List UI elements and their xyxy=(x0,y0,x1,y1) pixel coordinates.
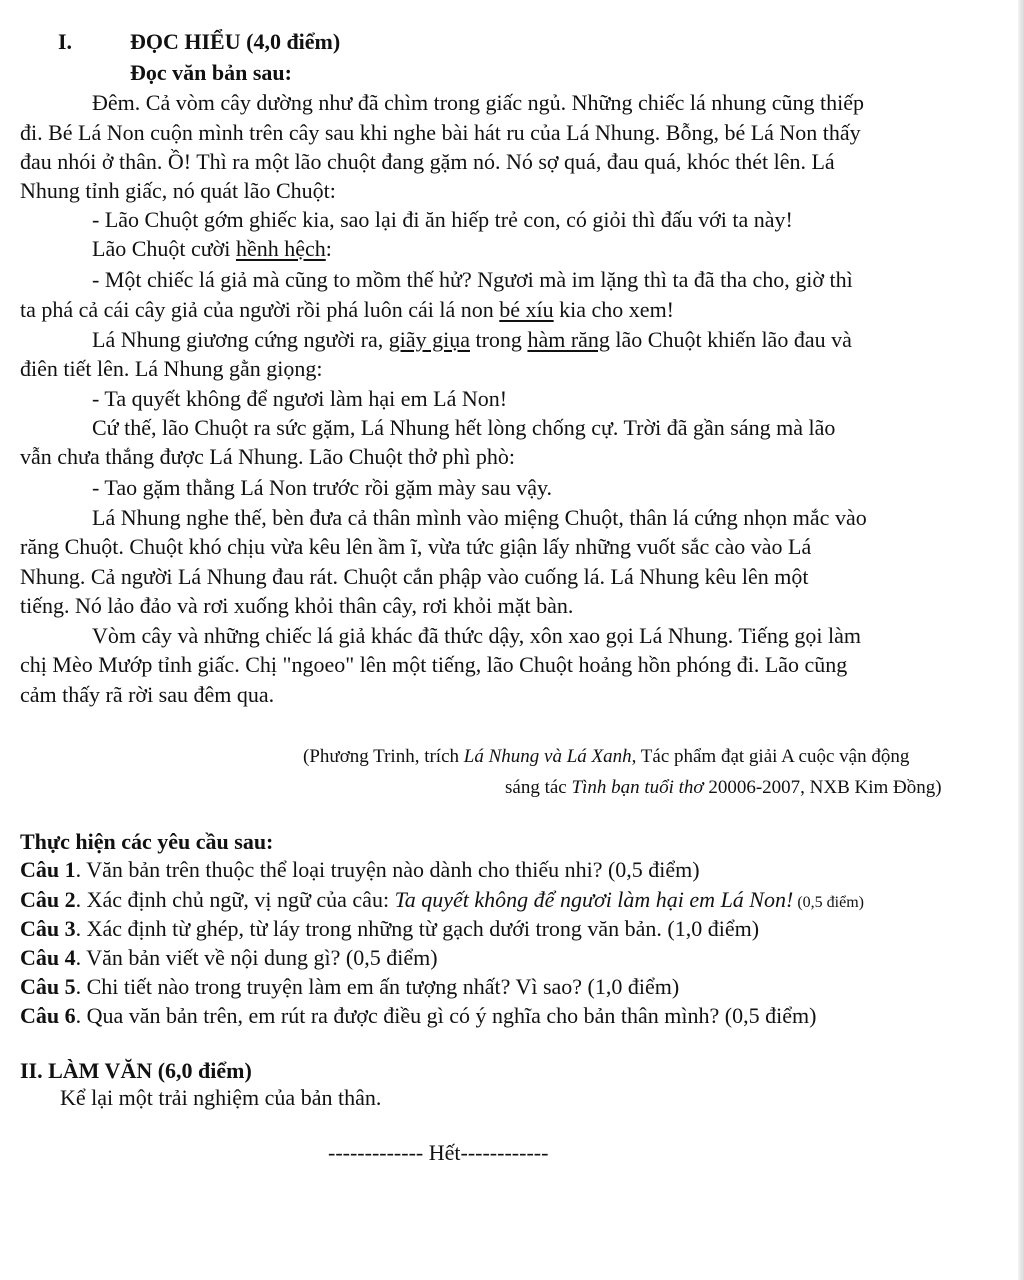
passage-line: - Một chiếc lá giả mà cũng to mồm thế hử? Ngươi mà im lặng thì ta đã tha cho, giờ thì xyxy=(92,267,853,292)
passage-line: Nhung tỉnh giấc, nó quát lão Chuột: xyxy=(20,178,336,203)
question-5 xyxy=(20,972,679,1002)
text-run: , Tác phẩm đạt giải A cuộc vận động xyxy=(631,746,910,767)
passage-line: Đêm. Cả vòm cây dường như đã chìm trong giấc ngủ. Những chiếc lá nhung cũng thiếp xyxy=(92,90,865,115)
underlined-word: hàm răng xyxy=(527,327,610,352)
question-text: . Xác định từ ghép, từ láy trong những từ gạch dưới trong văn bản. (1,0 điểm) xyxy=(75,916,760,941)
question-1 xyxy=(20,855,700,885)
passage-line xyxy=(92,325,852,355)
underlined-word: giãy giụa xyxy=(388,327,470,352)
passage-line: Cứ thế, lão Chuột ra sức gặm, Lá Nhung hết lòng chống cự. Trời đã gần sáng mà lão xyxy=(92,415,836,440)
question-label: Câu 3 xyxy=(20,916,76,941)
text-run: 20006-2007, NXB Kim Đồng) xyxy=(703,777,942,798)
question-text: . Xác định chủ ngữ, vị ngữ của câu: xyxy=(75,887,395,912)
question-text: . Chi tiết nào trong truyện làm em ấn tượng nhất? Vì sao? (1,0 điểm) xyxy=(75,974,680,999)
question-text: . Văn bản trên thuộc thể loại truyện nào dành cho thiếu nhi? (0,5 điểm) xyxy=(75,857,700,882)
passage-line: - Lão Chuột gớm ghiếc kia, sao lại đi ăn hiếp trẻ con, có giỏi thì đấu với ta này! xyxy=(92,207,793,232)
passage-line: chị Mèo Mướp tỉnh giấc. Chị "ngoeo" lên một tiếng, lão Chuột hoảng hồn phóng đi. Lão cũng xyxy=(20,652,848,677)
text-run: Lá Nhung giương cứng người ra, xyxy=(92,327,389,352)
citation-line xyxy=(505,773,942,803)
text-run: lão Chuột khiến lão đau và xyxy=(609,327,852,352)
text-run: : xyxy=(325,236,332,261)
question-label: Câu 5 xyxy=(20,974,76,999)
text-run: ta phá cả cái cây giả của người rồi phá luôn cái lá non xyxy=(20,297,500,322)
passage-line: răng Chuột. Chuột khó chịu vừa kêu lên ầm ĩ, vừa tức giận lấy những vuốt sắc cào vào Lá xyxy=(20,534,812,559)
question-6 xyxy=(20,1001,816,1031)
question-label: Câu 6 xyxy=(20,1003,76,1028)
question-label: Câu 1 xyxy=(20,857,76,882)
question-label: Câu 2 xyxy=(20,887,76,912)
passage-line: Lá Nhung nghe thế, bèn đưa cả thân mình vào miệng Chuột, thân lá cứng nhọn mắc vào xyxy=(92,505,867,530)
text-run: (Phương Trinh, trích xyxy=(303,746,464,767)
page-edge xyxy=(1018,0,1024,1280)
collection-title: Tình bạn tuổi thơ xyxy=(571,777,704,798)
passage-line xyxy=(20,295,674,325)
underlined-word: bé xíu xyxy=(499,297,554,322)
passage-line: đi. Bé Lá Non cuộn mình trên cây sau khi nghe bài hát ru của Lá Nhung. Bỗng, bé Lá Non thấy xyxy=(20,120,861,145)
passage-line: - Ta quyết không để ngươi làm hại em Lá Non! xyxy=(92,386,508,411)
work-title: Lá Nhung và Lá Xanh xyxy=(463,746,632,767)
section-2-heading: II. LÀM VĂN (6,0 điểm) xyxy=(20,1058,252,1083)
passage-line: tiếng. Nó lảo đảo và rơi xuống khỏi thân cây, rơi khỏi mặt bàn. xyxy=(20,593,574,618)
underlined-word: hềnh hệch xyxy=(235,236,326,261)
passage-line: vẫn chưa thắng được Lá Nhung. Lão Chuột thở phì phò: xyxy=(20,444,515,469)
tasks-heading: Thực hiện các yêu cầu sau: xyxy=(20,829,274,854)
question-points: (0,5 điểm) xyxy=(793,894,864,911)
section-1-numeral: I. xyxy=(58,29,73,54)
question-4 xyxy=(20,943,438,973)
passage-line: Nhung. Cả người Lá Nhung đau rát. Chuột cắn phập vào cuống lá. Lá Nhung kêu lên một xyxy=(20,564,809,589)
text-run: Lão Chuột cười xyxy=(92,236,236,261)
question-label: Câu 4 xyxy=(20,945,76,970)
text-run: kia cho xem! xyxy=(553,297,675,322)
text-run: sáng tác xyxy=(505,777,572,798)
passage-line xyxy=(92,234,332,264)
question-text: . Văn bản viết về nội dung gì? (0,5 điểm) xyxy=(75,945,438,970)
reading-instruction: Đọc văn bản sau: xyxy=(130,60,292,85)
passage-line: điên tiết lên. Lá Nhung gằn giọng: xyxy=(20,356,323,381)
section-1-heading: ĐỌC HIỂU (4,0 điểm) xyxy=(130,29,341,54)
end-marker: ------------- Hết------------ xyxy=(328,1140,549,1165)
question-3 xyxy=(20,914,759,944)
passage-line: cảm thấy rã rời sau đêm qua. xyxy=(20,682,275,707)
passage-line: Vòm cây và những chiếc lá giả khác đã thức dậy, xôn xao gọi Lá Nhung. Tiếng gọi làm xyxy=(92,623,862,648)
passage-line: đau nhói ở thân. Ồ! Thì ra một lão chuột đang gặm nó. Nó sợ quá, đau quá, khóc thét lên. Lá xyxy=(20,149,835,174)
text-run: trong xyxy=(469,327,528,352)
passage-line: - Tao gặm thằng Lá Non trước rồi gặm mày sau vậy. xyxy=(92,475,553,500)
question-text: . Qua văn bản trên, em rút ra được điều gì có ý nghĩa cho bản thân mình? (0,5 điểm) xyxy=(75,1003,817,1028)
writing-prompt: Kể lại một trải nghiệm của bản thân. xyxy=(60,1085,382,1110)
citation-line xyxy=(303,742,909,772)
quoted-sentence: Ta quyết không để ngươi làm hại em Lá Non! xyxy=(394,887,794,912)
